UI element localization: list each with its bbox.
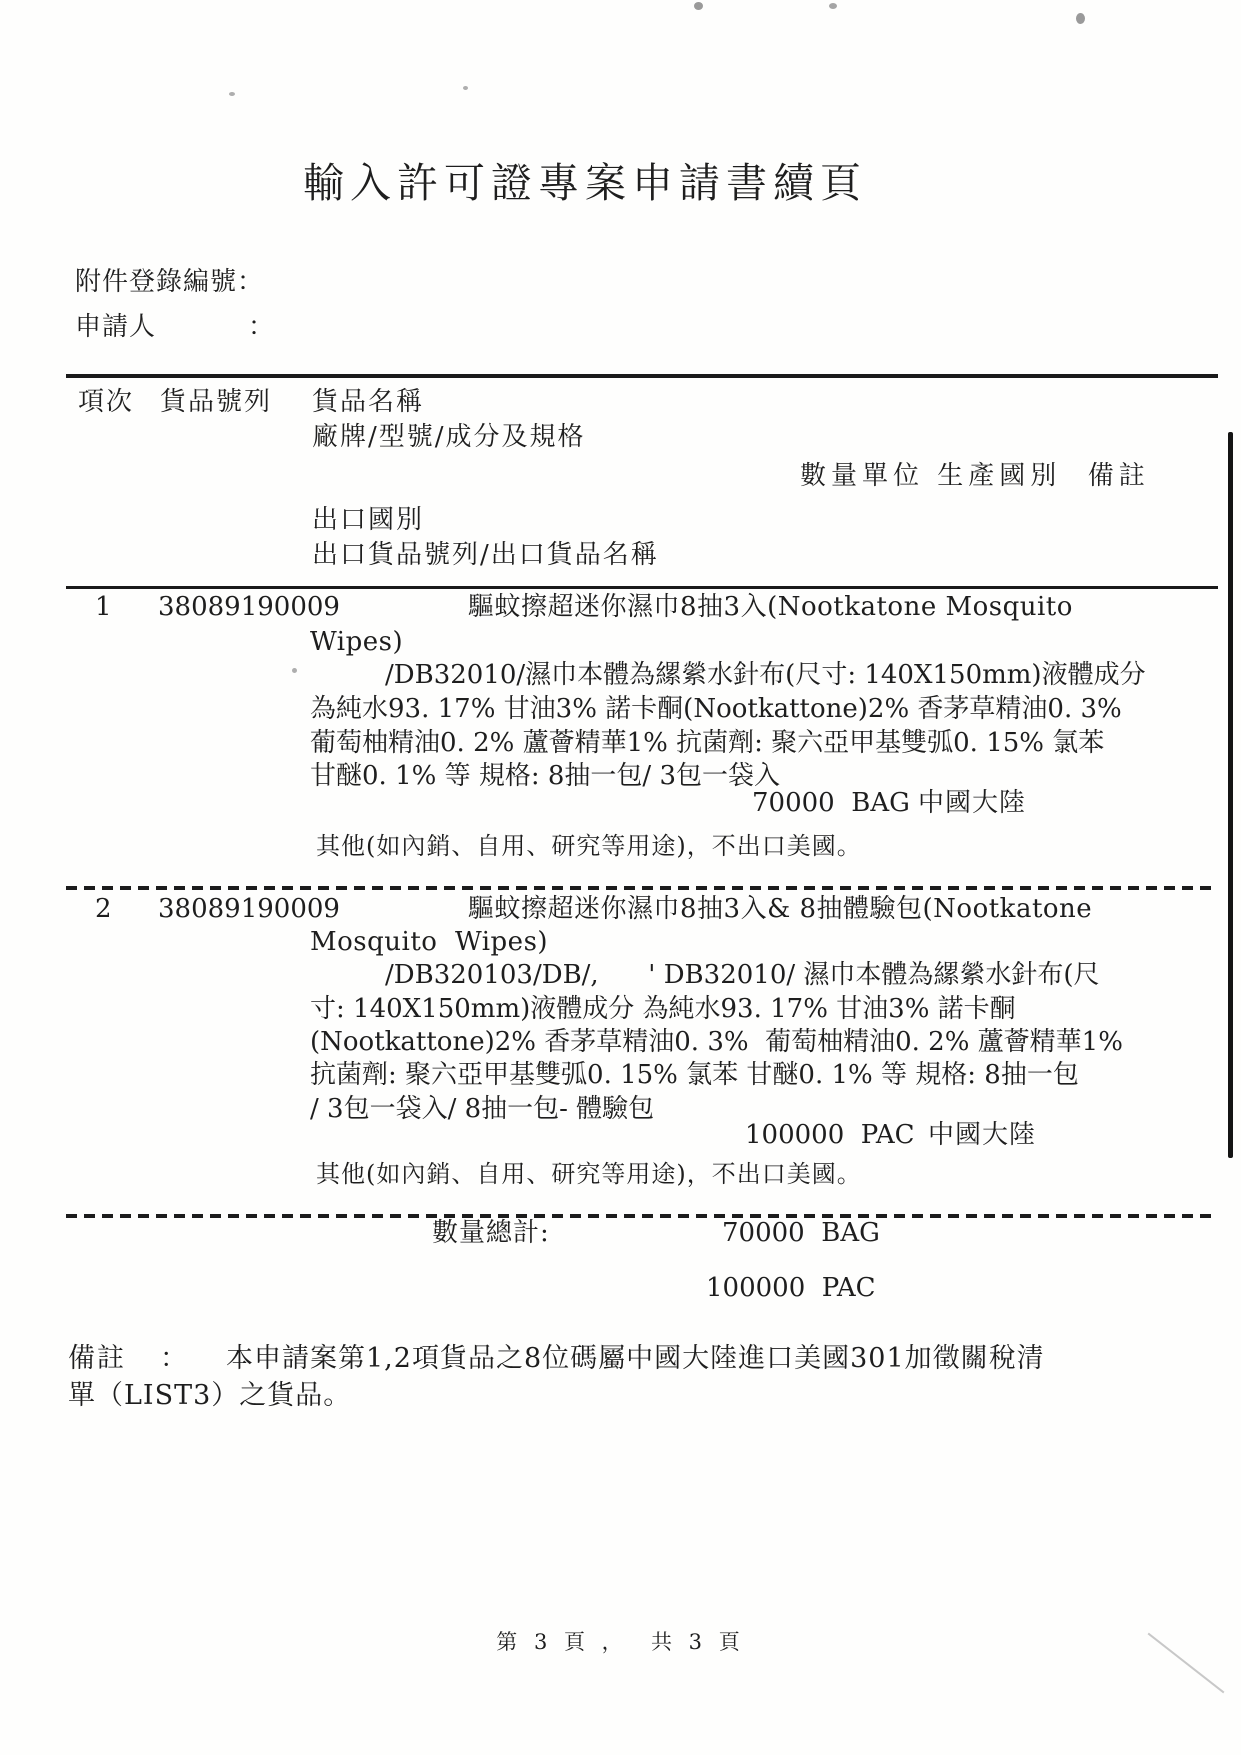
item-origin: 中國大陸 [918,788,1027,818]
scan-speck [1076,13,1085,24]
item-spec-line: 葡萄柚精油0. 2% 蘆薈精華1% 抗菌劑: 聚六亞甲基雙弧0. 15% 氯苯 [310,728,1105,758]
item-name-line1: 驅蚊擦超迷你濕巾8抽3入& 8抽體驗包(Nootkatone [468,894,1093,924]
item-quantity: 70000 BAG [752,788,910,818]
totals-dashed-rule [66,1214,1218,1218]
applicant-label: 申請人 [75,312,157,342]
attachment-no-label: 附件登錄編號： [75,267,265,297]
header-brand-spec: 廠牌/型號/成分及規格 [312,422,586,452]
item-name-line2: Wipes) [310,627,404,657]
scan-speck [292,668,297,673]
header-seq: 項次 [78,387,135,417]
item-spec-line: / 3包一袋入/ 8抽一包- 體驗包 [310,1094,655,1124]
item-seq: 2 [95,894,113,924]
totals-value-pac: 100000 PAC [706,1273,876,1303]
item-code: 38089190009 [158,894,340,924]
item-name-line2: Mosquito Wipes) [310,927,549,957]
table-top-rule [66,374,1218,378]
scan-speck [694,2,703,10]
header-qty-origin-remark: 數量單位 生產國別 備註 [800,461,1150,491]
item-code: 38089190009 [158,592,340,622]
applicant-colon: ： [248,312,276,342]
header-code: 貨品號列 [160,387,273,417]
remarks-line1: 本申請案第1,2項貨品之8位碼屬中國大陸進口美國301加徵關稅清 [226,1343,1045,1374]
item-spec-line: /DB32010/濕巾本體為縲縈水針布(尺寸: 140X150mm)液體成分 [385,660,1146,690]
item-usage-note: 其他(如內銷、自用、研究等用途)，不出口美國。 [316,832,862,860]
item-usage-note: 其他(如內銷、自用、研究等用途)，不出口美國。 [316,1160,862,1188]
page-title: 輸入許可證專案申請書續頁 [303,159,867,207]
header-export-country: 出口國別 [312,505,425,535]
remarks-label: 備註 [68,1343,126,1374]
header-name: 貨品名稱 [312,387,425,417]
remarks-line2: 單（LIST3）之貨品。 [68,1380,352,1411]
item-spec-line: 抗菌劑: 聚六亞甲基雙弧0. 15% 氯苯 甘醚0. 1% 等 規格: 8抽一包 [310,1060,1079,1090]
item-spec-line: 為純水93. 17% 甘油3% 諾卡酮(Nootkattone)2% 香茅草精油0. 3% [310,694,1122,724]
remarks-colon: ： [160,1343,188,1374]
scan-edge-artifact [1228,432,1233,1158]
totals-value-bag: 70000 BAG [722,1218,880,1248]
item-seq: 1 [95,592,113,622]
item-separator-dashed-rule [66,886,1218,890]
item-origin: 中國大陸 [928,1120,1037,1150]
scan-speck [829,3,837,9]
table-header-rule [66,586,1218,589]
item-spec-line: /DB320103/DB/, ' DB32010/ 濕巾本體為縲縈水針布(尺 [385,960,1100,990]
scan-speck [229,92,235,96]
item-name-line1: 驅蚊擦超迷你濕巾8抽3入(Nootkatone Mosquito [468,592,1073,622]
scan-speck [463,86,468,90]
item-spec-line: 甘醚0. 1% 等 規格: 8抽一包/ 3包一袋入 [310,761,780,791]
item-spec-line: (Nootkattone)2% 香茅草精油0. 3% 葡萄柚精油0. 2% 蘆薈精華1% [310,1027,1123,1057]
page-number: 第 3 頁 ， 共 3 頁 [496,1630,745,1654]
item-quantity: 100000 PAC [745,1120,915,1150]
header-export-code-name: 出口貨品號列/出口貨品名稱 [312,540,659,570]
item-spec-line: 寸: 140X150mm)液體成分 為純水93. 17% 甘油3% 諾卡酮 [310,994,1016,1024]
totals-label: 數量總計: [432,1218,550,1248]
